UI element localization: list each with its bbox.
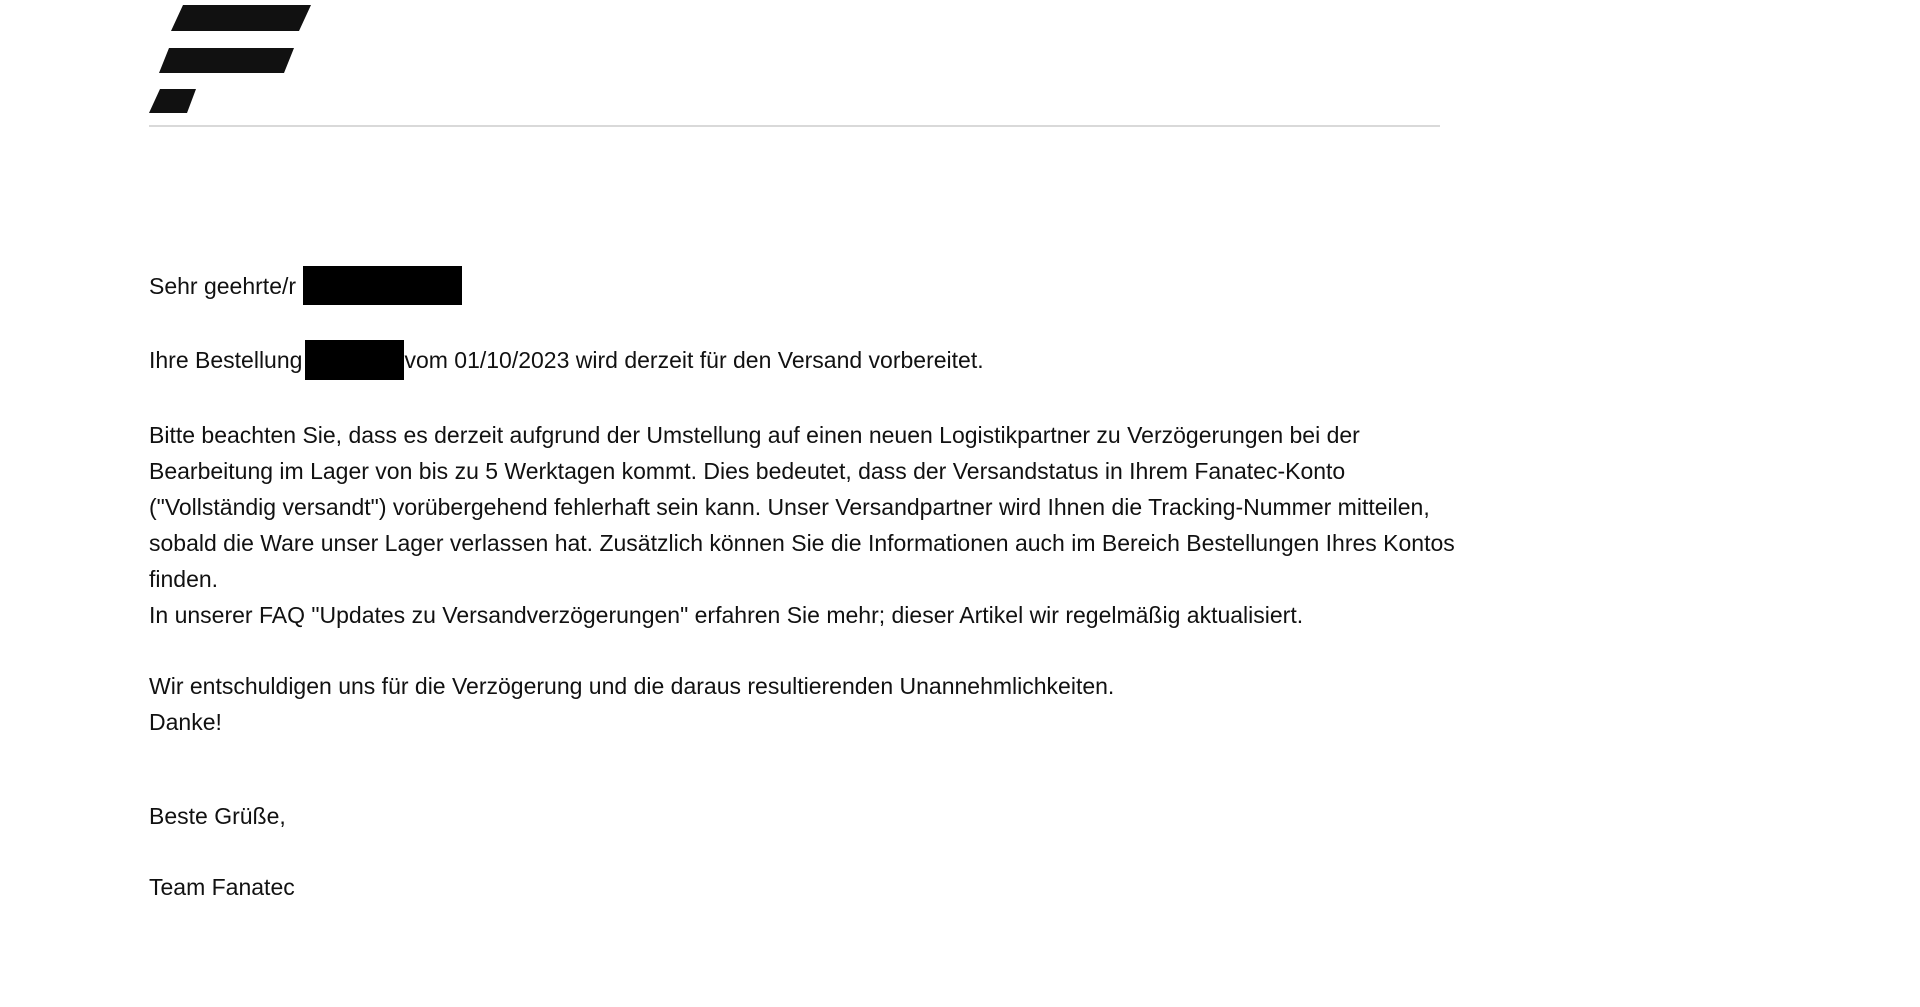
logo-stripe-bottom	[149, 89, 196, 113]
paragraph-line: Bitte beachten Sie, dass es derzeit aufgrund der Umstellung auf einen neuen Logistikpartner zu Verzögerungen bei der	[149, 422, 1360, 449]
paragraph-line: finden.	[149, 566, 219, 593]
redacted-order-number	[305, 340, 404, 380]
email-body	[149, 268, 1455, 905]
apology-line: Wir entschuldigen uns für die Verzögerung und die daraus resultierenden Unannehmlichkeiten.	[149, 673, 1115, 700]
faq-line: In unserer FAQ "Updates zu Versandverzögerungen" erfahren Sie mehr; dieser Artikel wir regelmäßig aktualisiert.	[149, 602, 1304, 629]
thanks-line: Danke!	[149, 709, 222, 736]
paragraph-line: Bearbeitung im Lager von bis zu 5 Werktagen kommt. Dies bedeutet, dass der Versandstatus in Ihrem Fanatec-Konto	[149, 458, 1346, 485]
order-suffix-text: vom 01/10/2023 wird derzeit für den Versand vorbereitet.	[404, 347, 984, 374]
paragraph-line: sobald die Ware unser Lager verlassen hat. Zusätzlich können Sie die Informationen auch im Bereich Bestellungen Ihres Kontos	[149, 530, 1455, 557]
signature-line: Team Fanatec	[149, 874, 295, 901]
greeting-text: Sehr geehrte/r	[149, 273, 297, 299]
closing-line: Beste Grüße,	[149, 803, 286, 830]
greeting-line	[149, 268, 1449, 307]
order-line	[149, 342, 1449, 382]
redacted-recipient-name	[303, 266, 462, 305]
logo-stripe-top	[171, 5, 311, 31]
fanatec-logo-icon	[149, 5, 311, 115]
logo-stripe-middle	[159, 48, 294, 73]
header-divider	[149, 125, 1440, 127]
order-prefix-text: Ihre Bestellung	[149, 347, 303, 374]
paragraph-line: ("Vollständig versandt") vorübergehend fehlerhaft sein kann. Unser Versandpartner wird Ihnen die Tracking-Nummer mitteilen,	[149, 494, 1430, 521]
